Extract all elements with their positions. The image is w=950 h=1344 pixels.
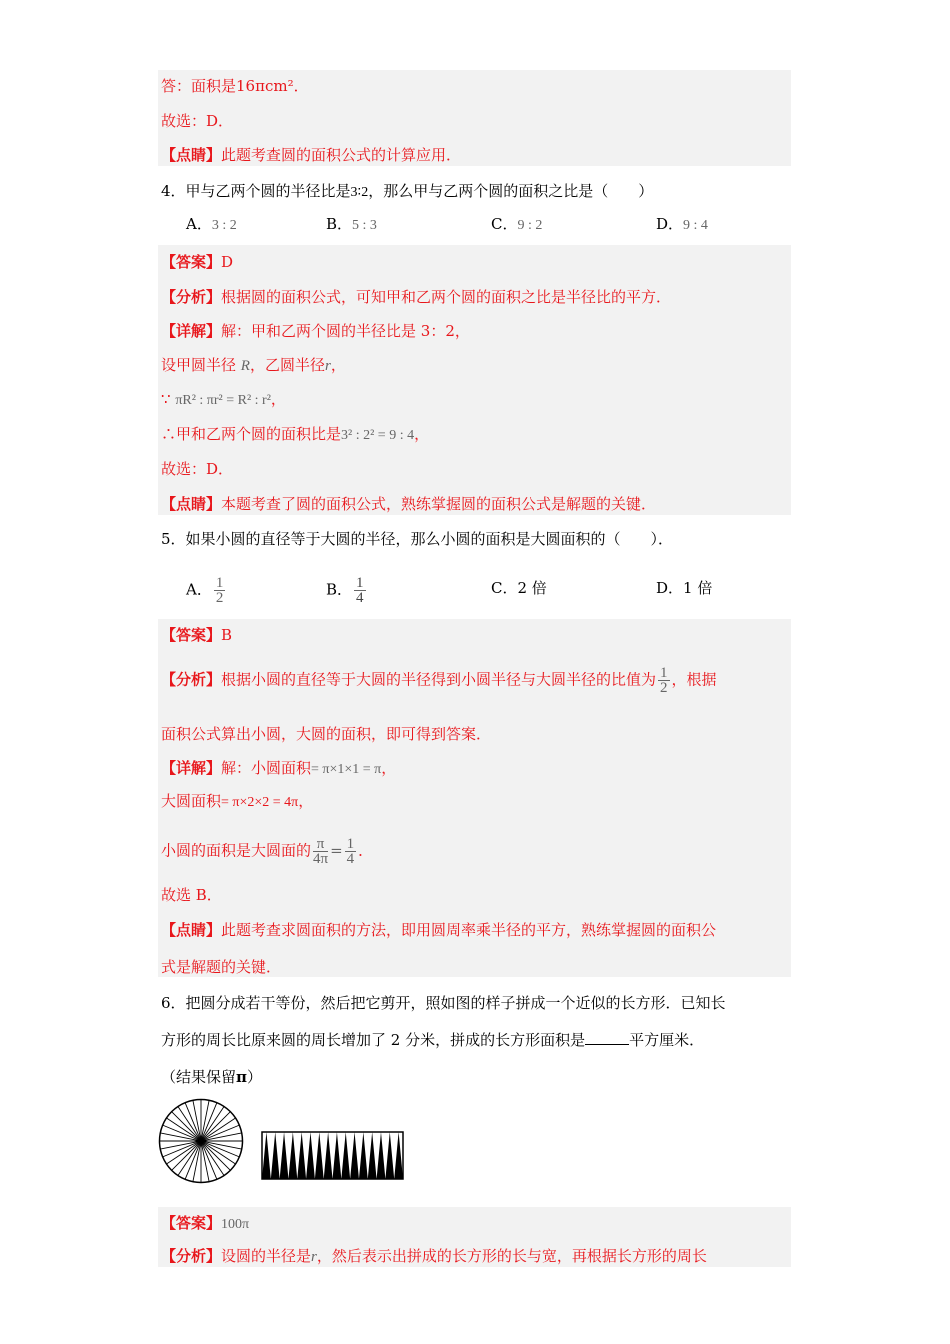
option-b-q5: B． $\frac{1}{4}$ xyxy=(326,575,364,606)
choose-line: 故选：D． xyxy=(161,112,234,130)
choose-line-q5: 故选 B． xyxy=(161,886,222,904)
answer-line: 【答案】D xyxy=(161,253,234,271)
answer-sentence: 答：面积是16πcm²． xyxy=(161,77,309,95)
comment-line-q5: 【点睛】此题考查求圆面积的方法，即用圆周率乘半径的平方，熟练掌握圆的面积公 xyxy=(161,921,717,939)
question-4-stem xyxy=(161,181,653,203)
choose-line-q4: 故选：D． xyxy=(161,460,234,478)
detail-line-q5-3: 小圆的面积是大圆面的 $\frac{\pi}{4\pi}$ = $\frac{1}{4}$ ． xyxy=(161,836,374,867)
divided-circle-figure xyxy=(158,1098,244,1184)
option-a-q5: A． $\frac{1}{2}$ xyxy=(186,575,224,606)
comment-line-q4: 【点睛】本题考查了圆的面积公式，熟练掌握圆的面积公式是解题的关键． xyxy=(161,495,657,513)
comment-tag: 【点睛】 xyxy=(161,146,222,164)
option-a: A．3 : 2 xyxy=(186,215,237,233)
detail-line-3: ∵ πR² : πr² = R² : r²， xyxy=(161,390,286,408)
detail-line-q5-2: 大圆面积= π×2×2 = 4π， xyxy=(161,792,314,810)
comment-line xyxy=(161,145,461,165)
solution-block-q4 xyxy=(158,245,791,515)
analysis-line-q6: 【分析】设圆的半径是r，然后表示出拼成的长方形的长与宽，再根据长方形的周长 xyxy=(161,1247,707,1265)
stem-end: ，那么甲与乙两个圆的面积之比是（ ） xyxy=(368,182,654,200)
option-c-q5: C．2 倍 xyxy=(491,579,547,597)
ratio-math: 3∶2 xyxy=(350,185,369,200)
comment-text: 此题考查圆的面积公式的计算应用． xyxy=(221,146,462,164)
stem-text: 4．甲与乙两个圆的半径比是 xyxy=(161,182,351,200)
answer-blank xyxy=(585,1030,629,1045)
answer-line-q5: 【答案】B xyxy=(161,626,233,644)
comment-line-q5-2: 式是解题的关键． xyxy=(161,958,282,976)
question-6-line-1: 6．把圆分成若干等份，然后把它剪开，照如图的样子拼成一个近似的长方形．已知长 xyxy=(161,994,726,1012)
answer-line-q6: 【答案】100π xyxy=(161,1214,250,1232)
detail-line-q5: 【详解】解：小圆面积= π×1×1 = π， xyxy=(161,759,397,777)
analysis-line-q5-2: 面积公式算出小圆，大圆的面积，即可得到答案． xyxy=(161,725,492,743)
analysis-line-q5: 【分析】根据小圆的直径等于大圆的半径得到小圆半径与大圆半径的比值为 $\frac{1}{2}$ ，根据 xyxy=(161,665,717,696)
question-6-line-3: （结果保留π） xyxy=(161,1068,263,1086)
question-6-line-2: 方形的周长比原来圆的周长增加了 2 分米，拼成的长方形面积是 平方厘米． xyxy=(161,1031,705,1049)
option-d: D．9 : 4 xyxy=(656,215,708,233)
option-b: B．5 : 3 xyxy=(326,215,377,233)
question-5-stem: 5．如果小圆的直径等于大圆的半径，那么小圆的面积是大圆面积的（ ）． xyxy=(161,530,674,548)
approximate-rectangle-figure xyxy=(261,1131,405,1181)
option-d-q5: D．1 倍 xyxy=(656,579,713,597)
detail-line: 【详解】解：甲和乙两个圆的半径比是 3：2， xyxy=(161,322,470,340)
analysis-line: 【分析】根据圆的面积公式，可知甲和乙两个圆的面积之比是半径比的平方． xyxy=(161,288,672,306)
detail-line-4: ∴甲和乙两个圆的面积比是3² : 2² = 9 : 4， xyxy=(161,425,430,443)
option-c: C．9 : 2 xyxy=(491,215,543,233)
detail-line-2: 设甲圆半径 R，乙圆半径r， xyxy=(161,356,346,374)
